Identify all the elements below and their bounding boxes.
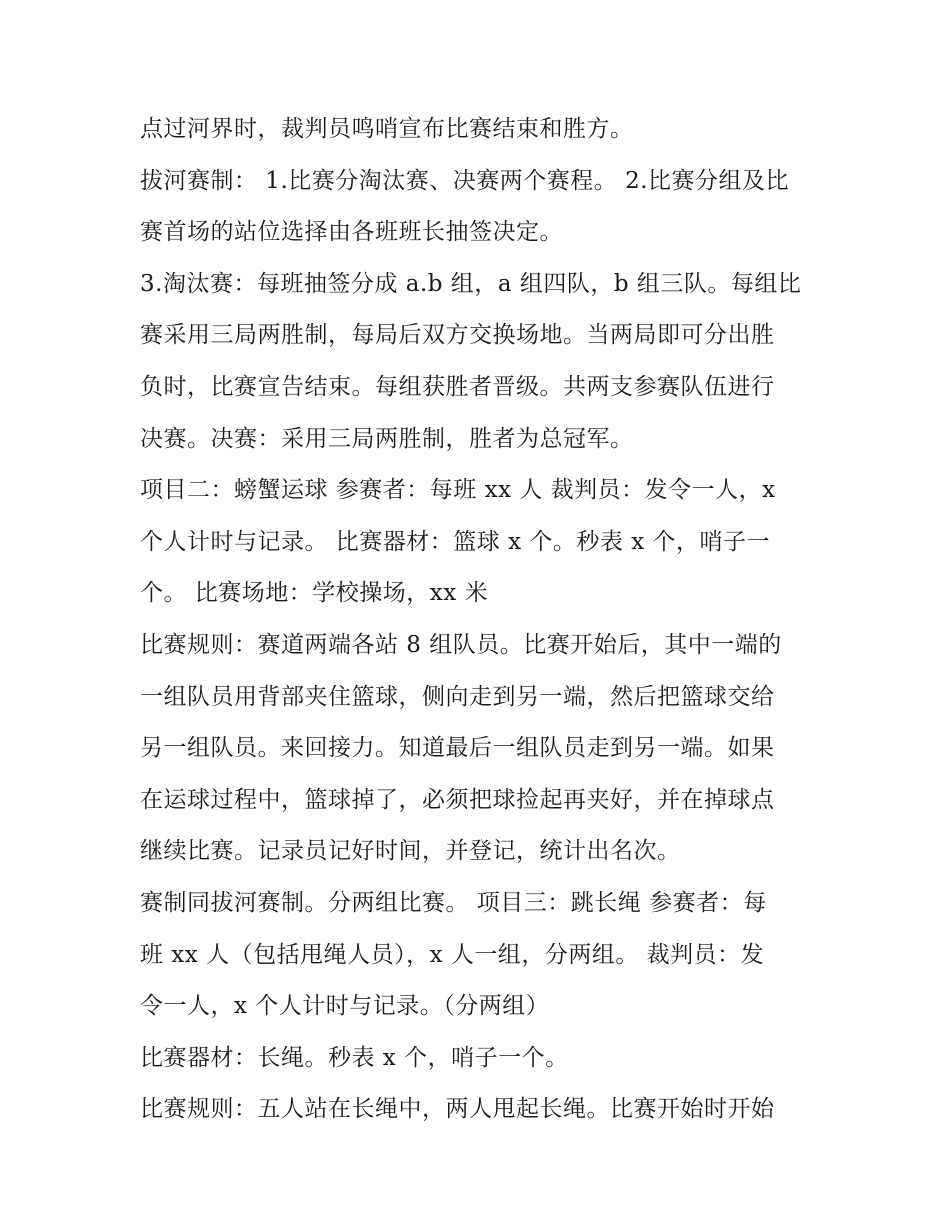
text-line-2: 拔河赛制： 1.比赛分淘汰赛、决赛两个赛程。 2.比赛分组及比 — [140, 167, 790, 194]
text-line-8: 项目二：螃蟹运球 参赛者：每班 xx 人 裁判员：发令一人，x — [140, 477, 776, 504]
text-line-18: 令一人，x 个人计时与记录。（分两组） — [140, 993, 550, 1020]
text-line-7: 决赛。决赛：采用三局两胜制，胜者为总冠军。 — [140, 425, 634, 452]
text-line-19: 比赛器材：长绳。秒表 x 个，哨子一个。 — [140, 1044, 569, 1071]
text-line-16: 赛制同拔河赛制。分两组比赛。 项目三：跳长绳 参赛者：每 — [140, 889, 767, 916]
body-text — [140, 104, 820, 1136]
text-line-5: 赛采用三局两胜制，每局后双方交换场地。当两局即可分出胜 — [140, 322, 775, 349]
text-line-3: 赛首场的站位选择由各班班长抽签决定。 — [140, 219, 563, 246]
text-line-15: 继续比赛。记录员记好时间，并登记，统计出名次。 — [140, 838, 681, 865]
text-line-4: 3.淘汰赛：每班抽签分成 a.b 组，a 组四队，b 组三队。每组比 — [140, 270, 802, 297]
text-line-14: 在运球过程中，篮球掉了，必须把球捡起再夹好，并在掉球点 — [140, 786, 775, 813]
text-line-13: 另一组队员。来回接力。知道最后一组队员走到另一端。如果 — [140, 735, 775, 762]
text-line-1: 点过河界时，裁判员鸣哨宣布比赛结束和胜方。 — [140, 116, 634, 142]
text-line-12: 一组队员用背部夹住篮球，侧向走到另一端，然后把篮球交给 — [140, 683, 775, 710]
text-line-17: 班 xx 人（包括甩绳人员），x 人一组，分两组。 裁判员：发 — [140, 941, 765, 968]
text-line-9: 个人计时与记录。 比赛器材：篮球 x 个。秒表 x 个，哨子一 — [140, 528, 770, 555]
text-line-10: 个。 比赛场地：学校操场，xx 米 — [140, 580, 489, 607]
text-line-6: 负时，比赛宣告结束。每组获胜者晋级。共两支参赛队伍进行 — [140, 373, 775, 400]
text-line-11: 比赛规则：赛道两端各站 8 组队员。比赛开始后，其中一端的 — [140, 631, 782, 658]
text-line-20: 比赛规则：五人站在长绳中，两人甩起长绳。比赛开始时开始 — [140, 1096, 775, 1123]
